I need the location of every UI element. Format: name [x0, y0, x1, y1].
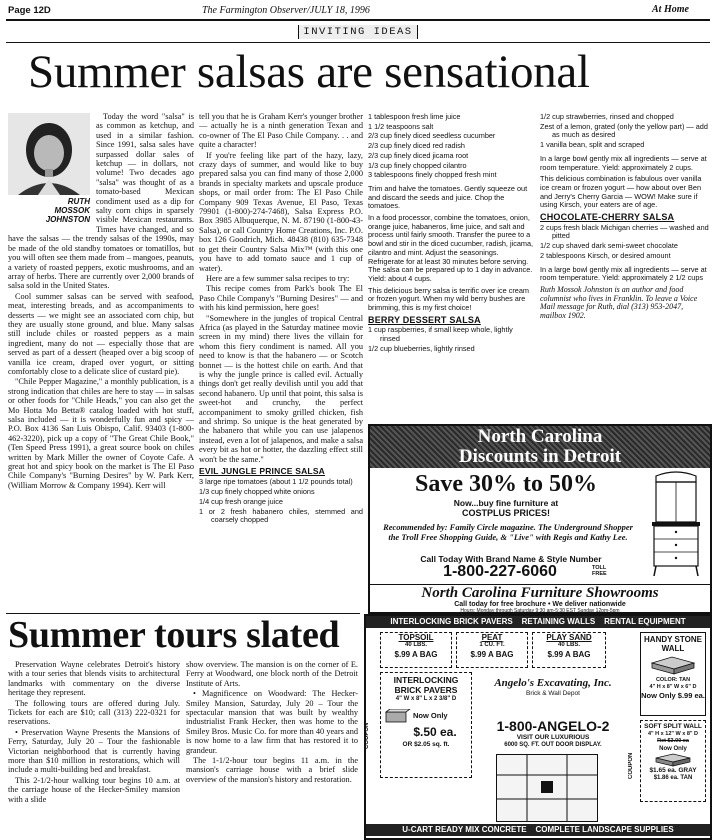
nc-furniture-ad [368, 424, 712, 614]
ingredient: 1 vanilla bean, split and scraped [540, 140, 645, 150]
ingredient: 1/2 cup blueberries, lightly rinsed [368, 343, 475, 353]
nc-ad-hours-label: Hours: [460, 608, 476, 614]
paragraph: Today the word "salsa" is as common as ketchup, and used in a similar fashion. Since 1991, salsa sales have surpassed dollar sales of ketchup — in dollars, not volume! Two decades ago "salsa" was thought of as a tomato-based Mexican condiment used as a dip for salty corn chips in sparsely visible Mexican restaurants. Times have changed, and so have the salsas — the trendy salsas of the 1990s, may be made of the old standby tomatoes or tomatillos, but you will often see them made from – mangoes, peanuts, a variety of roasted peppers, exotic mushrooms, and an array of herbs. There are currently over 2,000 brands of salsa sold in the United States. [8, 112, 194, 291]
author-note: Ruth Mossok Johnston is an author and food columnist who lives in Franklin. To leave a Voice Mail message for Ruth, dial (313) 953-2047, mailbox 1902. [540, 284, 698, 321]
ingredient: 2 tablespoons Kirsch, or desired amount [540, 250, 671, 260]
paragraph: The 1-1/2-hour tour begins 11 a.m. in the mansion's carriage house with a brief slide overview of the mansion's history and restoration. [186, 756, 358, 784]
handy-color: COLOR: TAN [655, 677, 691, 683]
ingredient: 2 cups fresh black Michigan cherries — washed and pitted [540, 222, 709, 241]
paragraph: This recipe comes from Park's book The El Paso Chile Company's "Burning Desires" — and with his kind permission, here goes! [199, 284, 363, 313]
berry-salsa-title: BERRY DESSERT SALSA [368, 314, 481, 325]
paragraph: "Somewhere in the jungles of tropical Central Africa (as played in the Saturday matinee movie screen in my mind) there lives the villain for whom this fiery condiment is named. All you need to know is that the habanero — or Scotch bonnet — is the hottest chile on earth. And that is why the jungle prince is called evil. Actually things don't get really devilish until you add that second habanero. Up until that point, this salsa is sweet-hot and crunchy, the perfect accompaniment to smoky grilled chicken, fish and shrimp. So unique is the heat generated by the habanero that while you can use jalapenos instead, even a lot of jalapenos, and make a salsa every bit as hot or hotter, the dazzling effect still won't be the same." [199, 313, 363, 464]
byline-name-1: RUTH [67, 197, 90, 206]
playsand-weight: 40 LBS. [557, 642, 580, 648]
split-price: $1.65 ea. GRAY [649, 767, 697, 774]
tours-col-2 [186, 660, 358, 836]
split-icon [641, 753, 705, 767]
ingredient: Zest of a lemon, grated (only the yellow part) — add as much as desired [540, 121, 708, 140]
nc-ad-save: Save 30% to 50% [415, 471, 597, 497]
ingredient: 1 1/2 teaspoons salt [368, 121, 434, 131]
peat-title: PEAT [481, 633, 503, 642]
nc-ad-brochure: Call today for free brochure • We deliver nationwide [454, 601, 626, 608]
header-rule [6, 19, 710, 21]
angelo-ad [364, 614, 712, 840]
evil-salsa-title: EVIL JUNGLE PRINCE SALSA [199, 466, 326, 477]
paver-now: Now Only [413, 711, 448, 720]
topsoil-title: TOPSOIL [398, 633, 434, 642]
paragraph: In a large bowl gently mix all ingredients — serve at room temperature. Yield: approximately 2 1/2 cups [540, 264, 707, 283]
split-now: Now Only [659, 746, 687, 752]
topsoil-price: $.99 A BAG [394, 650, 438, 659]
ingredient: 2/3 cup finely diced jicama root [368, 150, 469, 160]
coupon-right: COUPON [628, 752, 634, 780]
playsand-price: $.99 A BAG [547, 650, 591, 659]
salsa-col-2 [199, 112, 363, 578]
paragraph: In a large bowl gently mix all ingredients — serve at room temperature. Yield: approximately 2 cups. [540, 153, 707, 172]
location-map [496, 754, 598, 822]
paver-title: INTERLOCKING BRICK PAVERS [393, 675, 459, 695]
handy-stone-icon [641, 653, 705, 677]
ingredient: 1 or 2 fresh habanero chiles, stemmed and coarsely chopped [199, 506, 363, 525]
ingredient: 1/4 cup fresh orange juice [199, 496, 283, 506]
handy-price: Now Only $.99 ea. [641, 691, 705, 700]
paragraph: • Preservation Wayne Presents the Mansions of Ferry, Saturday, July 20 – Tour the fashionable Victorian neighborhood that is currently having more than $10 million in restorations, which will include a multi-building bed and breakfast. [8, 727, 180, 775]
playsand-coupon[interactable] [532, 632, 606, 668]
split-title: SOFT SPLIT WALL [644, 723, 702, 730]
peat-price: $.99 A BAG [470, 650, 514, 659]
paragraph: Here are a few summer salsa recipes to try: [206, 273, 350, 283]
paragraph: This 2-1/2-hour walking tour begins 10 a.m. at the carriage house of the Hecker-Smiley mansion with a slide [8, 775, 180, 804]
angelo-top-banner: INTERLOCKING BRICK PAVERS RETAINING WALLS RENTAL EQUIPMENT [366, 616, 710, 628]
paragraph: Cool summer salsas can be served with seafood, meat, interesting breads, and as accompaniments to desserts — we might see an associated corn chip, but they are usually stone ground, and blue. Many salsas still include chiles or roasted peppers as a main ingredient, many do not — especially those that are served as part of a dessert (heaped over a big scoop of vanilla ice cream, draped over yogurt, or sitting comfortably close to a delicate slice of custard pie). [8, 291, 194, 376]
paragraph: Preservation Wayne celebrates Detroit's history with a tour series that blends visits to architectural landmarks with commentary on the diverse heritage they represent. [8, 660, 180, 698]
angelo-bottom-banner: U-CART READY MIX CONCRETE COMPLETE LANDSCAPE SUPPLIES [366, 824, 710, 836]
angelo-phone[interactable]: 1-800-ANGELO-2 [496, 718, 610, 734]
nc-ad-recommended: Recommended by: Family Circle magazine. The Underground Shopper the Troll Free Shopping Guide, & "Live" with Regis and Kathy Lee. [383, 522, 633, 542]
paragraph: show overview. The mansion is on the corner of E. Ferry at Woodward, one block north of the Detroit Institute of Arts. [186, 660, 358, 688]
paragraph: • Magnificence on Woodward: The Hecker-Smiley Mansion, Saturday, July 20 – Tour the spectacular mansion that was built by wealthy industrialist Frank Hecker, then was home to the Smiley Bros. Music Co. for more than 40 years and is now home to a law firm that has restored it to grandeur. [186, 689, 358, 755]
salsa-col-3 [368, 113, 534, 423]
split-price-2: $1.86 ea. TAN [653, 775, 693, 781]
paragraph: In a food processor, combine the tomatoes, onion, orange juice, habaneros, lime juice, and salt and process until fairly smooth. Transfer the puree to a bowl and stir in the diced cucumber, radish, jicama, cilantro and mint. Adjust the seasonings. Refrigerate for at least 30 minutes before serving. The salsa can be prepared up to 1 day in advance. Yield: about 4 cups. [368, 213, 534, 283]
byline-name-3: JOHNSTON [45, 215, 90, 224]
paragraph: If you're feeling like part of the hazy, lazy, crazy days of summer, and would like to buy prepared salsa you can find many of those 2,000 brands in specialty markets and upscale produce shops, or mail order from: The El Paso Chile Company 909 Texas Avenue, El Paso, Texas 79901 (1-800)-274-7468), Salsa Express P.O. Box 3985 Albuquerque, N. M. 87190 (1-800-43-Salsa), or call Country Home Creations, Inc. P.O. box 126 Goodrich, Mich. 48438 (810) 635-7348 to get their Country Salsa Mix™ (with this one you have to add tomato sauce and 1 cup of water). [199, 150, 363, 273]
paragraph: "Chile Pepper Magazine," a monthly publication, is a strong indication that chiles are here to stay — in salsas or other foods for "Chile Heads," you can also get the Mo Hotta Mo Betta® catalog loaded with hot stuff, salsa included — it is wonderfully fun and spicy — P.O. Box 4136 San Luis Obispo, Calif. 93403 (1-800-462-3220), pick up a copy of "The Great Chile Book," (Ten Speed Press 1991), a great source book on chiles written by Mark Miller the owner of Coyote Cafe. A great hot and spicy book on the market is The El Paso Chile Company's "Burning Desires" by W. Park Kerr, (William Morrow & Company 1994). Kerr will [8, 377, 194, 490]
salsa-col-4 [540, 113, 710, 423]
angelo-visit: VISIT OUR LUXURIOUS [516, 734, 590, 741]
handy-title: HANDY STONE WALL [644, 635, 702, 653]
paver-size: 4" W x 8" L x 2 3/8" D [395, 696, 457, 702]
ingredient: 1/2 cup shaved dark semi-sweet chocolate [540, 241, 678, 251]
nc-ad-toll-free: TOLL FREE [592, 565, 607, 577]
paper-title: The Farmington Observer/JULY 18, 1996 [202, 5, 370, 16]
ingredient: 1/3 cup finely chopped cilantro [368, 160, 467, 170]
angelo-display: 6000 SQ. FT. OUT DOOR DISPLAY. [504, 742, 602, 748]
nc-ad-now-buy: Now...buy fine furniture at [453, 498, 559, 508]
nc-ad-banner [370, 426, 710, 468]
paver-coupon[interactable] [380, 672, 472, 778]
handy-size: 4" H x 8" W x 6" D [649, 684, 697, 690]
nc-ad-title-2: Discounts in Detroit [458, 446, 622, 467]
tours-headline: Summer tours slated [8, 614, 340, 656]
split-was: Ret $3.00 ea [657, 738, 689, 744]
paragraph: Trim and halve the tomatoes. Gently squeeze out and discard the seeds and juice. Chop the tomatoes. [368, 183, 528, 211]
handy-stone-coupon[interactable] [640, 632, 706, 716]
choc-salsa-title: CHOCOLATE-CHERRY SALSA [540, 212, 675, 223]
ingredient: 1 cup raspberries, if small keep whole, lightly rinsed [368, 325, 513, 344]
paver-price: $.50 ea. [413, 725, 457, 739]
split-wall-coupon[interactable] [640, 720, 706, 802]
tours-col-1 [8, 660, 180, 836]
column-title: INVITING IDEAS [298, 25, 418, 39]
playsand-title: PLAY SAND [546, 633, 592, 642]
nc-ad-hours-text: Monday through Saturday 9:30 am-5:30 EST Sunday 12pm-5pm [476, 608, 620, 614]
ingredient: 2/3 cup finely diced seedless cucumber [368, 131, 496, 141]
paragraph: The following tours are offered during July. Tickets for each are $10; call (313) 222-0321 for reservations. [8, 698, 180, 727]
ingredient: 1 tablespoon fresh lime juice [368, 113, 461, 121]
ingredient: 2/3 cup finely diced red radish [368, 141, 465, 151]
nc-ad-showrooms: North Carolina Furniture Showrooms [421, 585, 659, 601]
paragraph: tell you that he is Graham Kerr's younger brother — actually he is a ninth generation Texan and co-owner of The El Paso Chile Company. . . and quite a character! [199, 112, 363, 150]
page-number: Page 12D [8, 5, 51, 16]
paver-or: OR $2.05 sq. ft. [402, 741, 450, 748]
salsa-headline: Summer salsas are sensational [28, 46, 590, 98]
paragraph: This delicious berry salsa is terrific over ice cream or frozen yogurt. When my wild berry bushes are brimming, this is my first choice! [368, 285, 529, 313]
ingredient: 3 large ripe tomatoes (about 1 1/2 pounds total) [199, 477, 353, 487]
byline-name-2: MOSSOK [54, 206, 90, 215]
salsa-col-1 [8, 112, 194, 568]
nc-ad-call: Call Today With Brand Name & Style Number [420, 554, 602, 564]
peat-coupon[interactable] [456, 632, 528, 668]
nc-ad-title-1: North Carolina [477, 426, 603, 447]
topsoil-coupon[interactable] [380, 632, 452, 668]
section-name: At Home [652, 4, 689, 15]
nc-ad-phone[interactable]: 1-800-227-6060 [443, 563, 557, 580]
ingredient: 3 tablespoons finely chopped fresh mint [368, 170, 497, 180]
angelo-logo [478, 670, 628, 712]
column-title-rule [6, 42, 710, 43]
paragraph: This delicious combination is fabulous over vanilla ice cream or frozen yogurt — how about over Ben and Jerry's Cherry Garcia — WOW! Make sure if using Kirsch, your eaters are of age. [540, 174, 702, 210]
furniture-illustration [646, 470, 706, 580]
split-size: 4" H x 12" W x 8" D [647, 731, 698, 737]
angelo-logo-name: Angelo's Excavating, Inc. [494, 677, 612, 689]
ingredient: 1/2 cup strawberries, rinsed and chopped [540, 113, 674, 121]
nc-ad-costplus: COSTPLUS PRICES! [461, 508, 550, 518]
topsoil-weight: 40 LBS. [404, 642, 427, 648]
coupon-left: COUPON [364, 722, 370, 750]
peat-weight: 1 CU. FT. [479, 642, 505, 648]
ingredient: 1/3 cup finely chopped white onions [199, 487, 315, 497]
angelo-logo-sub: Brick & Wall Depot [526, 690, 580, 697]
